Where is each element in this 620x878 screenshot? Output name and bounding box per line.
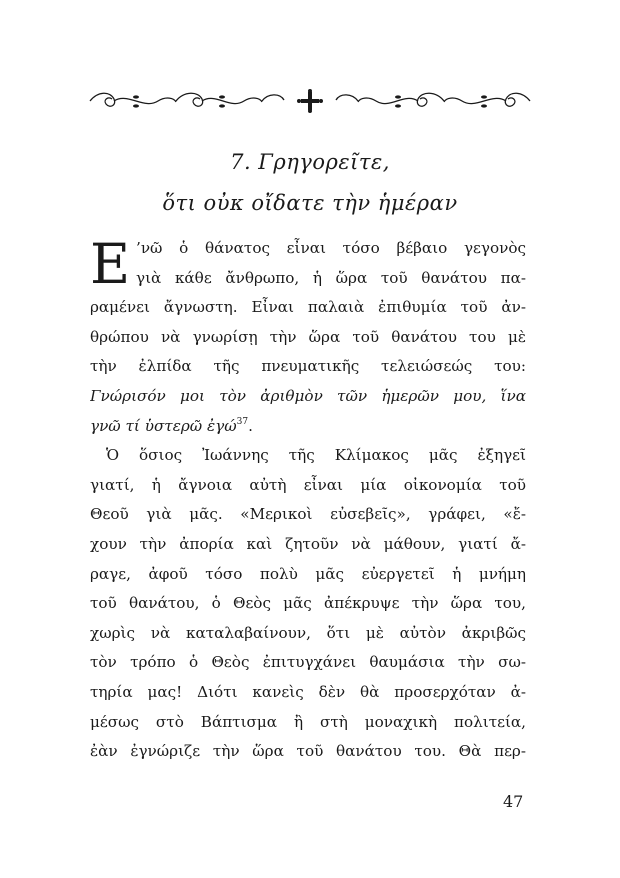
text-line: θρώπου νὰ γνωρίσῃ τὴν ὥρα τοῦ θανάτου του μὲ (90, 327, 526, 346)
chapter-title-line2: ὅτι οὐκ οἴδατε τὴν ἡμέραν (162, 191, 458, 215)
text-line: ραγε, ἀφοῦ τόσο πολὺ μᾶς εὐεργετεῖ ἡ μνήμη (90, 564, 526, 583)
ornament-divider (88, 88, 532, 114)
text-line: Θεοῦ γιὰ μᾶς. «Μερικοὶ εὐσεβεῖς», γράφει, «ἔ- (90, 505, 526, 524)
text-line: γιατί, ἡ ἄγνοια αὐτὴ εἶναι μία οἰκονομία τοῦ (90, 475, 526, 494)
text-line: τὴν ἐλπίδα τῆς πνευματικῆς τελειώσεώς του: (90, 357, 526, 376)
quote-end-punct: . (248, 416, 253, 435)
text-line: τηρία μας! Διότι κανεὶς δὲν θὰ προσερχόταν ἀ- (90, 682, 526, 701)
text-line: μέσως στὸ Βάπτισμα ἢ στὴ μοναχικὴ πολιτεία, (90, 712, 526, 731)
text-line: τοῦ θανάτου, ὁ Θεὸς μᾶς ἀπέκρυψε τὴν ὥρα του, (90, 594, 526, 613)
text-line-quote-end (90, 412, 526, 442)
text-line: ἐὰν ἐγνώριζε τὴν ὥρα τοῦ θανάτου του. Θὰ περ- (90, 742, 526, 761)
text-line: χωρὶς νὰ καταλαβαίνουν, ὅτι μὲ αὐτὸν ἀκριβῶς (90, 623, 526, 642)
text-line: γιὰ κάθε ἄνθρωπο, ἡ ὥρα τοῦ θανάτου πα- (136, 268, 526, 287)
text-line: χουν τὴν ἀπορία καὶ ζητοῦν νὰ μάθουν, γιατί ἄ- (90, 534, 526, 553)
text-line: ’νῶ ὁ θάνατος εἶναι τόσο βέβαιο γεγονὸς (136, 239, 526, 257)
quote-text: γνῶ τί ὑστερῶ ἐγώ (90, 416, 237, 435)
text-line: Ὁ ὅσιος Ἰωάννης τῆς Κλίμακος μᾶς ἐξηγεῖ (106, 446, 526, 465)
text-line-italic: Γνώρισόν μοι τὸν ἀριθμὸν τῶν ἡμερῶν μου, ἵνα (90, 386, 526, 405)
body-text (90, 234, 526, 767)
text-line: ραμένει ἄγνωστη. Εἶναι παλαιὰ ἐπιθυμία τοῦ ἀν- (90, 298, 526, 317)
drop-cap: Ε (90, 232, 131, 296)
footnote-ref: 37 (236, 416, 249, 427)
page-number: 47 (503, 792, 524, 811)
text-line: τὸν τρόπο ὁ Θεὸς ἐπιτυγχάνει θαυμάσια τὴν σω- (90, 653, 526, 672)
chapter-title-line1: 7. Γρηγορεῖτε, (230, 150, 390, 174)
